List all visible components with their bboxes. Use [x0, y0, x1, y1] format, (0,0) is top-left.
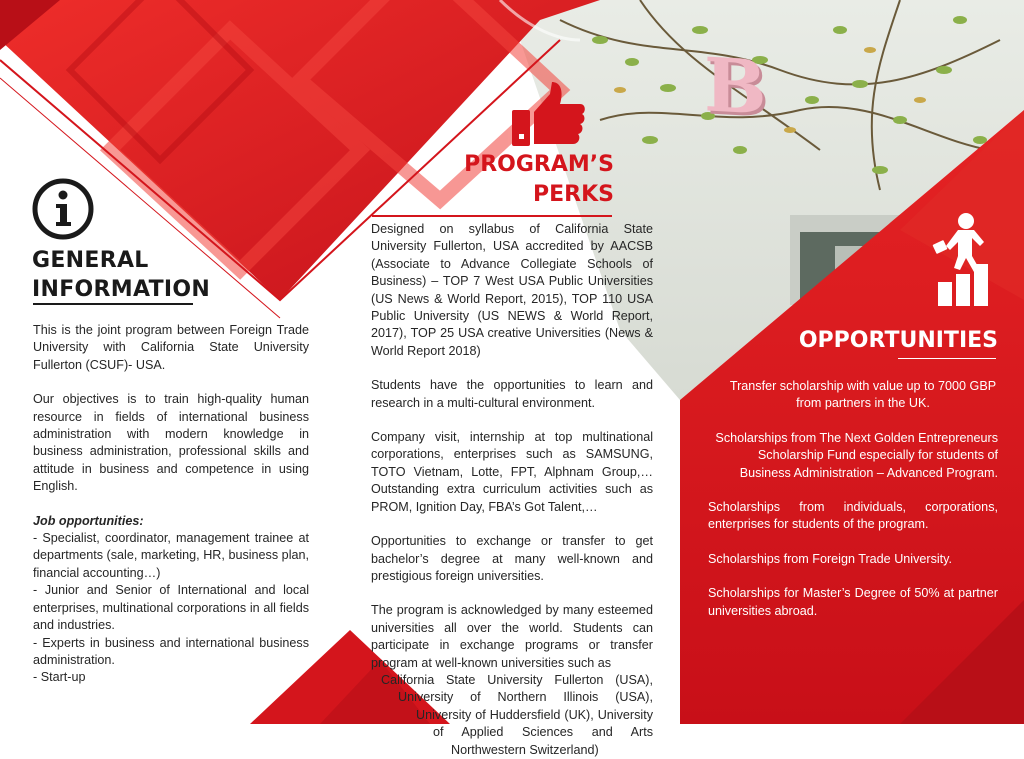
general-intro-paragraph: This is the joint program between Foreign Trade University with California State University Fullerton (CSUF)- USA.	[33, 323, 309, 372]
university-line: Northwestern Switzerland)	[451, 742, 599, 757]
opportunities-body	[708, 378, 998, 637]
general-title-line1: GENERAL	[32, 248, 149, 273]
perks-paragraph: Designed on syllabus of California State University Fullerton, USA accredited by AACSB (Associate to Advance Collegiate Schools of Business) – TOP 7 West USA Public Universities (US News & World Report, 2015), TOP 110 USA Public University (US NEWS & World Report, 2017), TOP 25 USA creative Universities (News & World Report 2018)	[371, 222, 653, 358]
perks-paragraph: Company visit, internship at top multinational corporations, enterprises such as SAMSUNG, TOTO Vietnam, Lotte, FPT, Alphnam Group,… Outstanding extra curriculum activities such as PROM, Ignition Day, FBA’s Got Talent,…	[371, 430, 653, 514]
perks-paragraph: Opportunities to exchange or transfer to get bachelor’s degree at many well-known and prestigious foreign universities.	[371, 534, 653, 583]
general-information-body	[33, 322, 309, 687]
job-opportunities-heading: Job opportunities:	[33, 513, 144, 528]
opportunity-item: Scholarships for Master’s Degree of 50% at partner universities abroad.	[708, 586, 998, 618]
partner-universities-list	[371, 672, 653, 759]
university-line: of Applied Sciences and Arts	[433, 725, 653, 740]
opportunity-item: Scholarships from individuals, corporations, enterprises for students of the program.	[708, 500, 998, 532]
opportunities-title-underline	[898, 358, 996, 359]
opportunities-title: OPPORTUNITIES	[798, 328, 998, 353]
perks-paragraph: Students have the opportunities to learn and research in a multi-cultural environment.	[371, 378, 653, 410]
general-objectives-paragraph: Our objectives is to train high-quality human resource in fields of international business administration with modern knowledge in business administration, professional skills and attitude in business and competence in using English.	[33, 392, 309, 494]
opportunity-item: Scholarships from The Next Golden Entrepreneurs Scholarship Fund especially for students of Business Administration – Advanced Program.	[715, 430, 998, 480]
general-title-line2: INFORMATION	[32, 277, 211, 302]
general-title-underline	[33, 303, 193, 305]
job-opportunities-list	[33, 513, 309, 687]
thumbs-up-icon	[510, 82, 586, 148]
job-item: - Experts in business and international business administration.	[33, 635, 309, 667]
university-line: California State University Fullerton (USA),	[381, 672, 653, 687]
job-item: - Specialist, coordinator, management trainee at departments (sale, marketing, HR, business plan, financial accounting…)	[33, 531, 309, 580]
opportunity-item: Scholarships from Foreign Trade University.	[708, 551, 953, 566]
program-perks-body	[371, 221, 653, 759]
job-item: - Start-up	[33, 670, 86, 685]
university-line: University of Northern Illinois (USA),	[398, 690, 653, 705]
campus-sign-letter: B	[704, 42, 767, 132]
perks-paragraph: The program is acknowledged by many esteemed universities all over the world. Students can participate in exchange programs or transfer program at well-known universities such as	[371, 603, 653, 670]
job-item: - Junior and Senior of International and local enterprises, multinational corporations in all fields and industries.	[33, 583, 309, 633]
programs-perks-title	[430, 150, 614, 210]
university-line: University of Huddersfield (UK), University	[416, 707, 653, 722]
perks-title-line1: PROGRAM’S	[464, 152, 614, 177]
perks-title-underline	[372, 215, 612, 217]
perks-title-line2: PERKS	[533, 182, 614, 207]
info-circle-icon	[32, 178, 94, 240]
opportunity-item: Transfer scholarship with value up to 7000 GBP from partners in the UK.	[729, 379, 997, 411]
career-climb-icon	[928, 212, 998, 308]
general-information-title	[32, 246, 210, 304]
